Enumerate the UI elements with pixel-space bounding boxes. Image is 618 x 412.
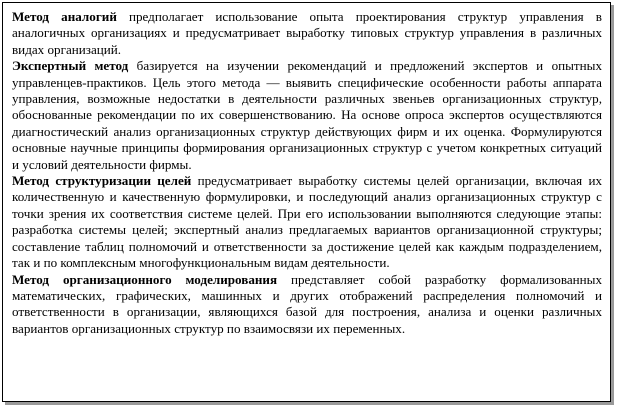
paragraph-text: предусматривает выработку системы целей организации, включая их количественную и качественную формулировки, и последующий анализ организационных структур с точки зрения их соответствия системе целей. При его использовании выполняются следующие этапы: разработка системы целей; экспертный анализ предлагаемых вариантов организационной структуры; составление таблиц полномочий и ответственности за достижение целей как каждым подразделением, так и по комплексным многофункциональным видам деятельности. (12, 173, 602, 271)
paragraph-text: базируется на изучении рекомендаций и предложений экспертов и опытных управленцев-практиков. Цель этого метода — выявить специфические особенности работы аппарата управления, возможные недостатки в деятельности различных звеньев организационных структур, обоснованные рекомендации по их совершенствованию. На основе опроса экспертов осуществляются диагностический анализ организационных структур действующих фирм и их оценка. Формулируются основные научные принципы формирования организационных структур с учетом конкретных ситуаций и условий деятельности фирмы. (12, 58, 602, 172)
term-organizational-modeling-method: Метод организационного моделирования (12, 271, 278, 287)
term-analogy-method: Метод аналогий (12, 9, 117, 24)
term-expert-method: Экспертный метод (12, 58, 129, 74)
paragraph-expert-method (12, 58, 602, 173)
text-frame (2, 2, 611, 402)
term-goal-structuring-method: Метод структуризации целей (12, 173, 192, 189)
paragraph-analogy-method (12, 9, 602, 58)
paragraph-text: предполагает использование опыта проектирования структур управления в аналогичных организациях и предусматривает выработку типовых структур управления в различных видах организаций. (12, 9, 602, 57)
paragraph-organizational-modeling-method (12, 272, 602, 338)
paragraph-goal-structuring-method (12, 173, 602, 271)
paragraph-text: представляет собой разработку формализованных математических, графических, машинных и других отображений распределения полномочий и ответственности в организации, являющихся базой для построения, анализа и оценки различных вариантов организационных структур по взаимосвязи их переменных. (12, 271, 602, 336)
